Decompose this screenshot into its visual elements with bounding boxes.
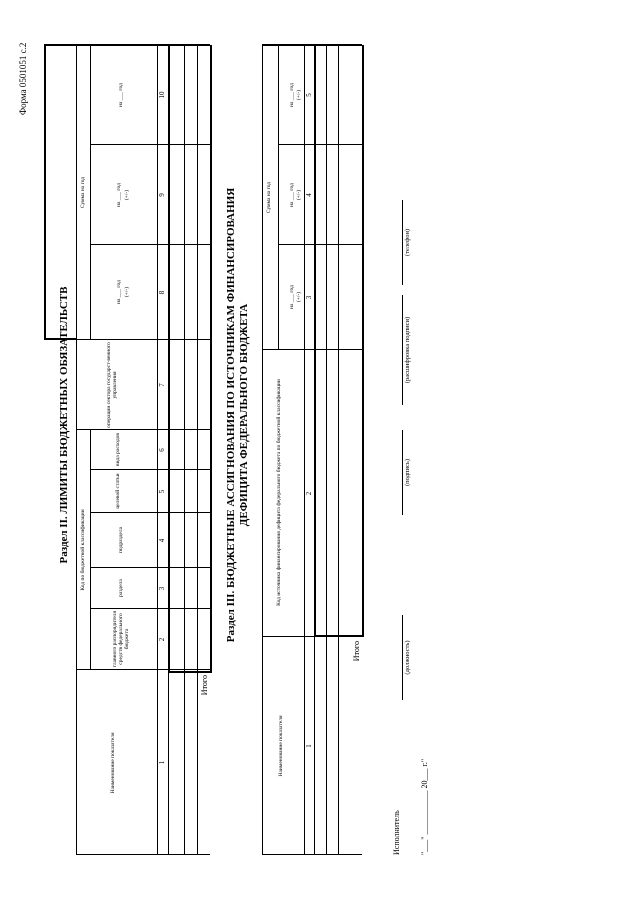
- s2-num-4: 4: [158, 538, 166, 543]
- s3-year-a: на ___ год: [289, 285, 295, 309]
- s3-num-3: 3: [305, 295, 313, 300]
- s3-pm-c: (+/-): [296, 89, 302, 101]
- s3-col-name: Наименование показателя: [278, 715, 284, 777]
- s2-num-6: 6: [158, 448, 166, 452]
- s2-num-7: 7: [158, 383, 166, 387]
- s2-year-c: на ___ год: [118, 83, 124, 107]
- decode-caption: (расшифровка подписи): [404, 316, 411, 384]
- s2-num-3: 3: [158, 586, 166, 591]
- s2-num-10: 10: [158, 91, 166, 99]
- s2-num-2: 2: [158, 637, 166, 642]
- s2-pm-b: (+/-): [124, 189, 130, 201]
- s3-total-label: Итого: [352, 641, 361, 662]
- position-caption: (должность): [404, 640, 411, 675]
- s2-pm-a: (+/-): [124, 286, 130, 298]
- s2-col-podrazdel: подраздела: [118, 526, 124, 554]
- s2-col-code-group: Код по бюджетной классификации: [80, 509, 86, 591]
- date-line: "___" ___________ 20___ г.": [420, 758, 429, 855]
- s2-col-grbs: главного распорядителя средств федерального бюджета: [112, 610, 130, 668]
- s2-col-vr: вида расходов: [115, 433, 121, 466]
- s3-pm-a: (+/-): [296, 291, 302, 303]
- s2-col-cs: целевой статьи: [115, 473, 121, 509]
- s3-num-4: 4: [305, 193, 313, 197]
- s2-num-5: 5: [158, 489, 166, 494]
- section3-title-line2: ДЕФИЦИТА ФЕДЕРАЛЬНОГО БЮДЖЕТА: [238, 303, 250, 527]
- sign-caption: (подпись): [404, 459, 411, 486]
- s3-pm-b: (+/-): [296, 189, 302, 201]
- s2-total-label: Итого: [200, 675, 209, 696]
- s3-num-5: 5: [305, 93, 313, 97]
- s3-year-b: на ___ год: [289, 183, 295, 207]
- s3-col-code: Код источника финансирования дефицита федерального бюджета по бюджетной классификации: [276, 379, 282, 606]
- s2-col-razdel: раздела: [118, 579, 124, 597]
- s2-num-8: 8: [158, 290, 166, 295]
- s2-col-sum-group: Сумма на год: [80, 176, 86, 209]
- section2-title: Раздел II. ЛИМИТЫ БЮДЖЕТНЫХ ОБЯЗАТЕЛЬСТВ: [58, 286, 70, 564]
- form-label: Форма 0501051 с.2: [18, 42, 28, 115]
- phone-caption: (телефон): [404, 228, 411, 257]
- s2-col-name: Наименование показателя: [110, 732, 116, 794]
- executor-label: Исполнитель: [392, 810, 401, 855]
- s3-num-2: 2: [305, 491, 313, 496]
- s2-num-1: 1: [158, 760, 166, 765]
- s3-year-c: на ___ год: [289, 83, 295, 107]
- s2-col-kosgu: операции сектора государст-венного управления: [106, 342, 118, 428]
- s2-year-b: на ___ год: [116, 183, 122, 207]
- s3-num-1: 1: [305, 744, 313, 748]
- s3-col-sum-group: Сумма на год: [266, 181, 272, 214]
- s2-num-9: 9: [158, 193, 166, 197]
- section3-title-line1: Раздел III. БЮДЖЕТНЫЕ АССИГНОВАНИЯ ПО ИСТОЧНИКАМ ФИНАНСИРОВАНИЯ: [225, 187, 237, 643]
- s2-year-a: на ___ год: [116, 280, 122, 304]
